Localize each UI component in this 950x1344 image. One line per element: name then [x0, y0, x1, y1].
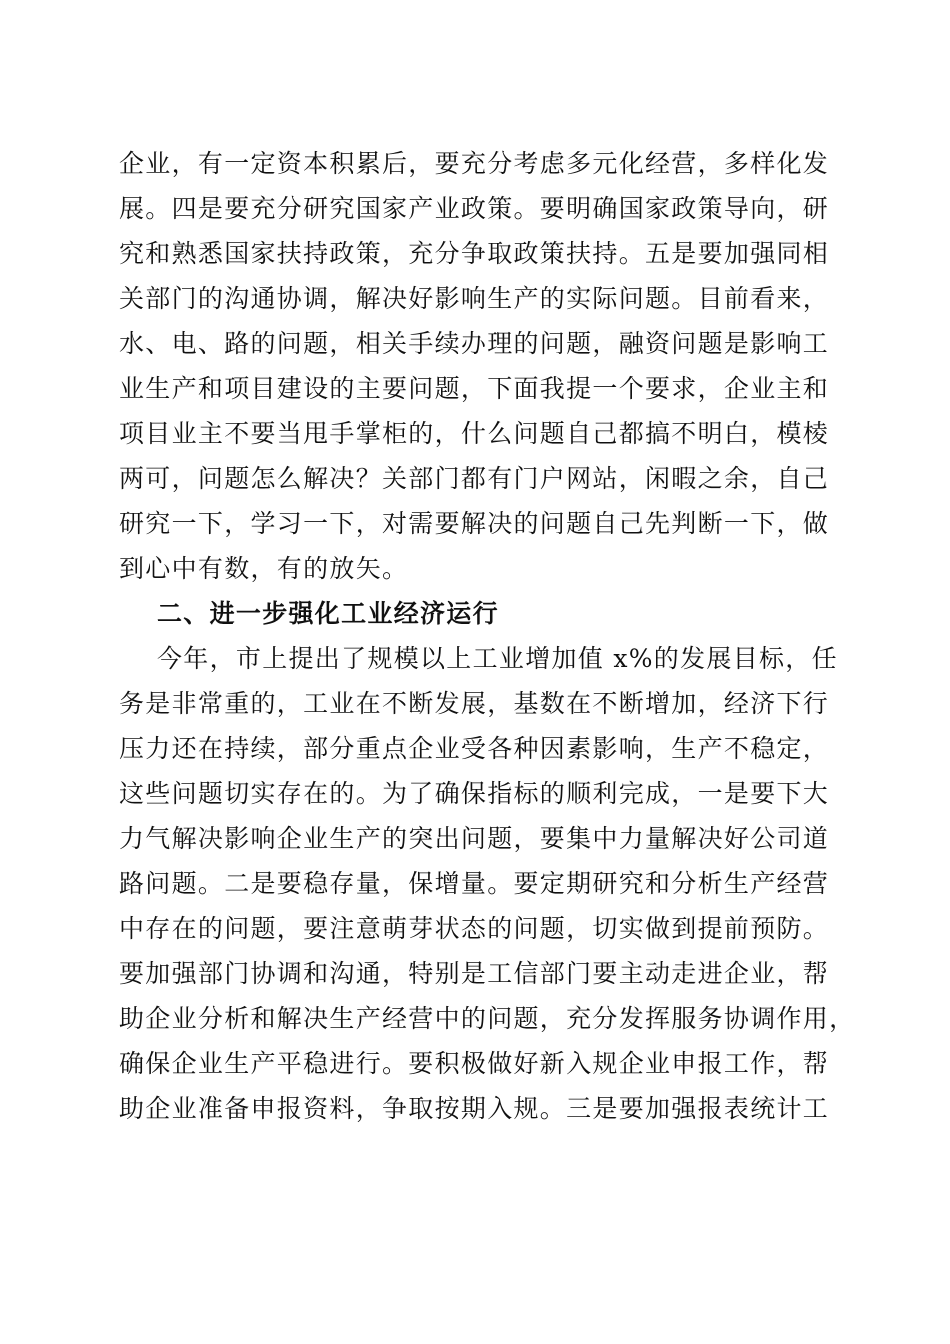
- text-line: 企业，有一定资本积累后，要充分考虑多元化经营，多样化发: [119, 149, 830, 178]
- text-line: 压力还在持续，部分重点企业受各种因素影响，生产不稳定，: [119, 734, 830, 763]
- text-line: 路问题。二是要稳存量，保增量。要定期研究和分析生产经营: [119, 869, 830, 898]
- text-line: 今年，市上提出了规模以上工业增加值 x%的发展目标，任: [157, 644, 838, 673]
- text-line: 助企业准备申报资料，争取按期入规。三是要加强报表统计工: [119, 1094, 830, 1123]
- text-line: 要加强部门协调和沟通，特别是工信部门要主动走进企业，帮: [119, 959, 830, 988]
- text-line: 展。四是要充分研究国家产业政策。要明确国家政策导向，研: [119, 194, 830, 223]
- paragraph-continued: [119, 141, 831, 591]
- text-line: 关部门的沟通协调，解决好影响生产的实际问题。目前看来，: [119, 284, 830, 313]
- text-line: 中存在的问题，要注意萌芽状态的问题，切实做到提前预防。: [119, 914, 830, 943]
- text-line: 力气解决影响企业生产的突出问题，要集中力量解决好公司道: [119, 824, 830, 853]
- text-line: 务是非常重的，工业在不断发展，基数在不断增加，经济下行: [119, 689, 830, 718]
- text-line: 究和熟悉国家扶持政策，充分争取政策扶持。五是要加强同相: [119, 239, 830, 268]
- text-line: 两可，问题怎么解决？关部门都有门户网站，闲暇之余，自己: [119, 464, 830, 493]
- text-line: 业生产和项目建设的主要问题，下面我提一个要求，企业主和: [119, 374, 830, 403]
- text-line: 水、电、路的问题，相关手续办理的问题，融资问题是影响工: [119, 329, 830, 358]
- text-line: 确保企业生产平稳进行。要积极做好新入规企业申报工作，帮: [119, 1049, 830, 1078]
- paragraph-industrial-economy: [119, 636, 856, 1131]
- section-heading: 二、进一步强化工业经济运行: [157, 599, 499, 628]
- document-body: [119, 141, 856, 1131]
- text-line: 这些问题切实存在的。为了确保指标的顺利完成，一是要下大: [119, 779, 830, 808]
- text-line: 研究一下，学习一下，对需要解决的问题自己先判断一下，做: [119, 509, 830, 538]
- text-line: 助企业分析和解决生产经营中的问题，充分发挥服务协调作用，: [119, 1004, 856, 1033]
- text-line: 项目业主不要当甩手掌柜的，什么问题自己都搞不明白，模棱: [119, 419, 830, 448]
- text-line: 到心中有数，有的放矢。: [119, 554, 409, 583]
